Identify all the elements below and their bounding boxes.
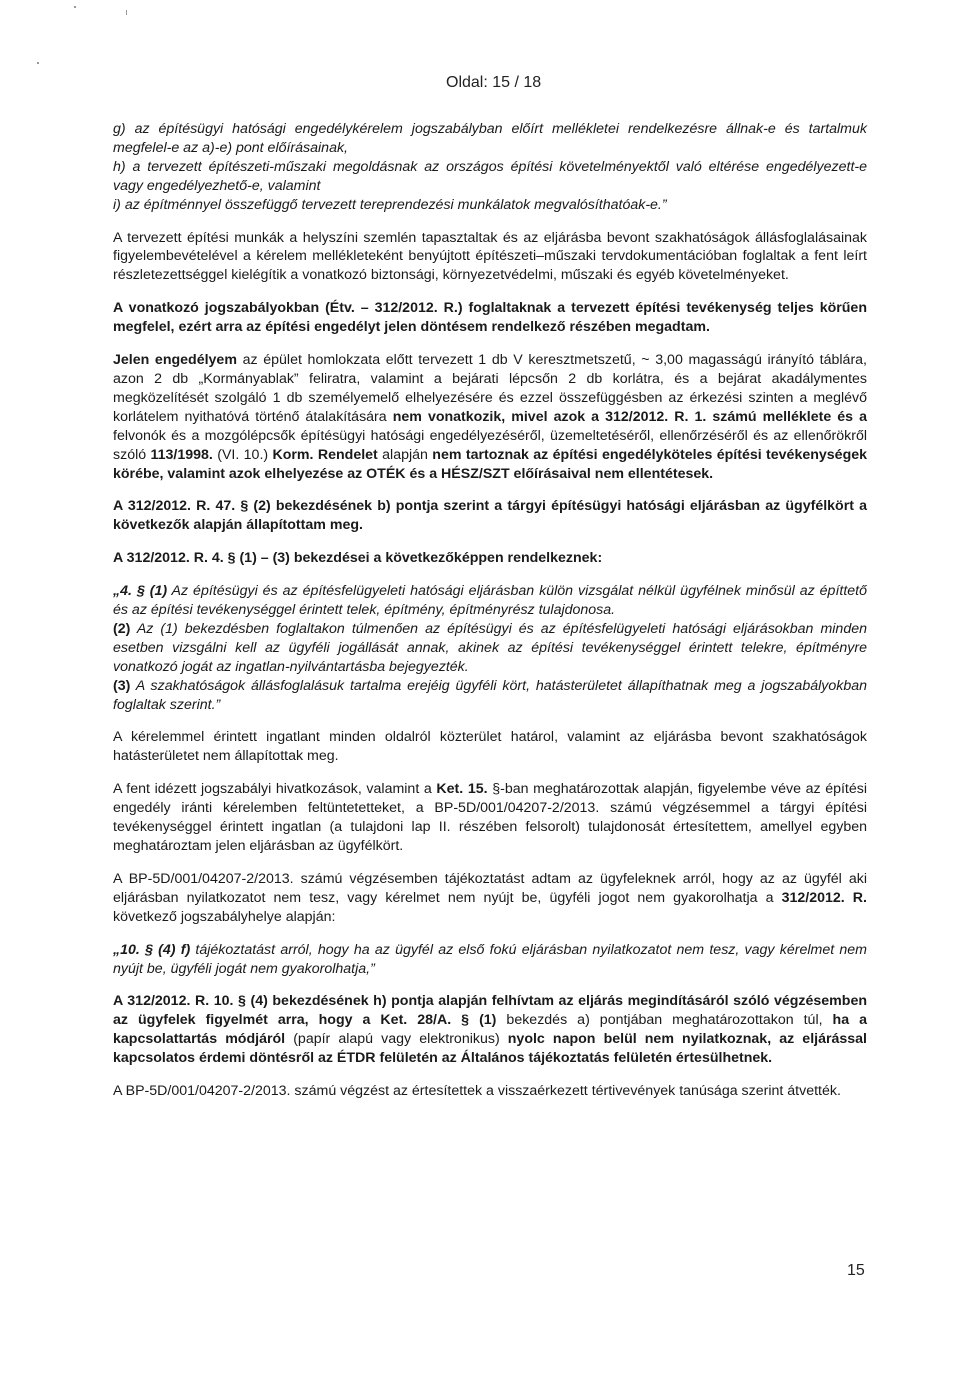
page-number: 15	[847, 1262, 865, 1279]
quote-section-4-2: (2) Az (1) bekezdésben foglaltakon túlmenően az építésügyi és az építésfelügyeleti hatósági eljárásokban minden esetben vizsgálni kell az ügyféli jogállását annak, akinek az építési tevékenységgel érintett telekre, építményre vonatkozó jogát az ingatlan-nyilvántartásba bejegyezték.	[113, 620, 867, 675]
scan-speck	[126, 10, 127, 15]
quote-section-4-1: „4. § (1) Az építésügyi és az építésfelügyeleti hatósági eljárásban külön vizsgálat nélkül ügyfélnek minősül az építtető és az építési tevékenységgel érintett telek, építmény, építményrész tulajdonosa.	[113, 583, 867, 619]
quote-item-h: h) a tervezett építészeti-műszaki megoldásnak az országos építési követelményektől való eltérése engedélyezett-e vagy engedélyezhető-e, valamint	[113, 158, 867, 194]
scan-speck	[37, 62, 39, 64]
paragraph-permit-scope: Jelen engedélyem az épület homlokzata előtt tervezett 1 db V keresztmetszetű, ~ 3,00 magasságú irányító táblára, azon 2 db „Kormányablak” feliratra, valamint a bejárati lépcsőn 2 db korlátra, és a bejárat akadálymentes megközelítését szolgáló 1 db személyemelő elhelyezésére és ezzel összefüggésben az érkezési szinten a meglévő korlátelem nyithatóvá történő átalakítására nem vonatkozik, mivel azok a 312/2012. R. 1. számú melléklete és a felvonók és a mozgólépcsők építésügyi hatósági engedélyezéséről, üzemeltetéséről, ellenőrzéséről és az ellenőrökről szóló 113/1998. (VI. 10.) Korm. Rendelet alapján nem tartoznak az építési engedélyköteles építési tevékenységek körébe, valamint azok elhelyezése az OTÉK és a HÉSZ/SZT előírásaival nem ellentétesek.	[113, 352, 868, 482]
paragraph-information: A BP-5D/001/04207-2/2013. számú végzésemben tájékoztatást adtam az ügyfeleknek arról, hogy az az ügyfél aki eljárásban nyilatkozatot nem tesz, vagy kérelmet nem nyújt be, ügyféli jogot nem gyakorolhatja a 312/2012. R. következő jogszabályhelye alapján:	[113, 870, 867, 925]
document-body	[113, 120, 867, 1115]
scan-speck	[74, 6, 76, 8]
paragraph-client-scope: A 312/2012. R. 47. § (2) bekezdésének b) pontja szerint a tárgyi építésügyi hatósági eljárásban az ügyfélkört a következők alapján állapítottam meg.	[113, 498, 867, 534]
paragraph-contact-notice: A 312/2012. R. 10. § (4) bekezdésének h) pontja alapján felhívtam az eljárás megindításáról szóló végzésemben az ügyfelek figyelmét arra, hogy a Ket. 28/A. § (1) bekezdés a) pontjában meghatározottakon túl, ha a kapcsolattartás módjáról (papír alapú vagy elektronikus) nyolc napon belül nem nyilatkoznak, az eljárással kapcsolatos érdemi döntésről az ÉTDR felületén az Általános tájékoztatás felületén értesülhetnek.	[113, 993, 868, 1067]
paragraph-notification: A fent idézett jogszabályi hivatkozások, valamint a Ket. 15. §-ban meghatározottak alapján, figyelembe véve az építési engedély iránti kérelemben feltüntetetteket, a BP-5D/001/04207-2/2013. számú végzésemmel a tárgyi építési tevékenységgel érintett ingatlan (a tulajdoni lap II. részében felsorolt) tulajdonosát értesítettem, amellyel egyben meghatároztam jelen eljárásban az ügyfélkört.	[113, 781, 868, 854]
quote-item-g: g) az építésügyi hatósági engedélykérelem jogszabályban előírt mellékletei rendelkezésre állnak-e és tartalmuk megfelel-e az a)-e) pont előírásainak,	[113, 121, 867, 156]
paragraph-requirements: A tervezett építési munkák a helyszíni szemlén tapasztaltak és az eljárásba bevont szakhatóságok állásfoglalásainak figyelembevételével a kérelem mellékleteként benyújtott építészeti–műszaki tervdokumentációban foglaltak a fent leírt részletezettséggel kielégítik a vonatkozó biztonsági, környezetvédelmi, műszaki és egyéb követelményeket.	[113, 229, 867, 284]
page-header: Oldal: 15 / 18	[446, 74, 542, 91]
paragraph-property-border: A kérelemmel érintett ingatlant minden oldalról közterület határol, valamint az eljárásba bevont szakhatóságok hatásterületet nem állapítottak meg.	[113, 729, 867, 765]
quote-section-4-3: (3) A szakhatóságok állásfoglalásuk tartalma erejéig ügyféli kört, hatásterületet állapíthatnak meg a jogszabályokban foglaltak szerint.”	[113, 677, 867, 713]
paragraph-receipt: A BP-5D/001/04207-2/2013. számú végzést az értesítettek a visszaérkezett tértivevények tanúsága szerint átvették.	[113, 1083, 841, 1100]
paragraph-compliance: A vonatkozó jogszabályokban (Étv. – 312/2012. R.) foglaltaknak a tervezett építési tevékenység teljes körűen megfelel, ezért arra az építési engedélyt jelen döntésem rendelkező részében megadtam.	[113, 300, 867, 336]
paragraph-provisions-heading: A 312/2012. R. 4. § (1) – (3) bekezdései a következőképpen rendelkeznek:	[113, 550, 603, 567]
permit-emphasis: Jelen engedélyem	[113, 352, 237, 369]
quote-section-10: „10. § (4) f) tájékoztatást arról, hogy ha az ügyfél az első fokú eljárásban nyilatkozatot nem tesz, vagy kérelmet nem nyújt be, ügyféli jogát nem gyakorolhatja,”	[113, 941, 867, 977]
quote-item-i: i) az építménnyel összefüggő tervezett tereprendezési munkálatok megvalósíthatóak-e.”	[113, 196, 667, 213]
